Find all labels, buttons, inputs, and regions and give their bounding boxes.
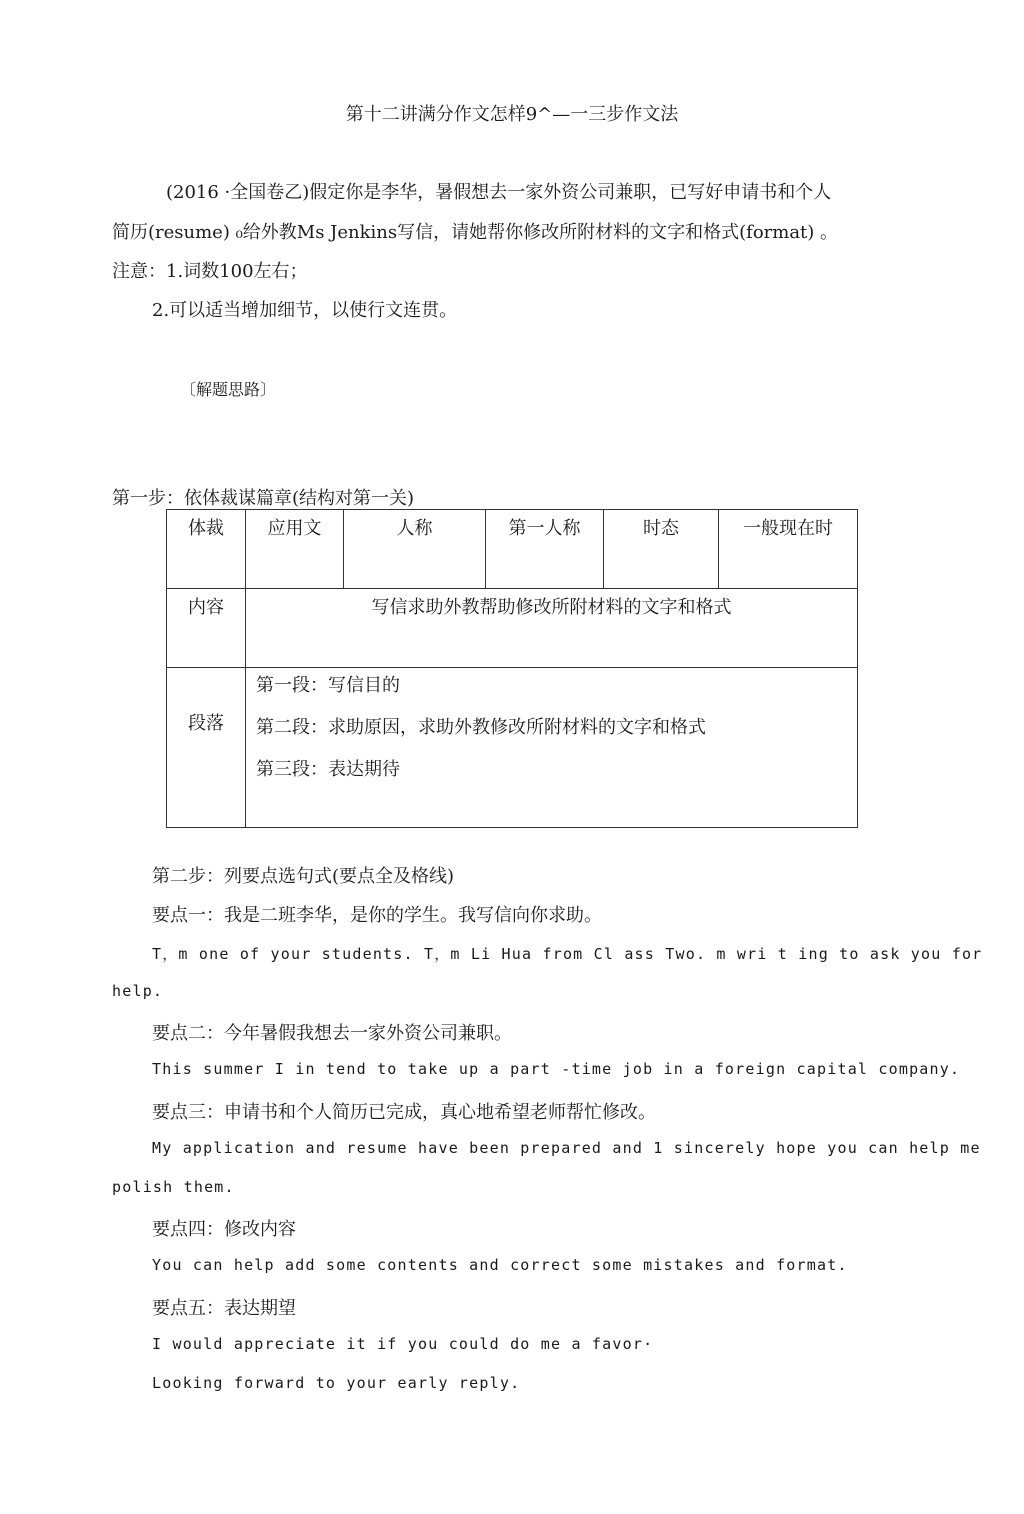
note-line-2: 2.可以适当增加细节，以使行文连贯。 <box>152 300 458 321</box>
table-row-genre <box>167 510 858 589</box>
table-row-paragraphs <box>167 668 858 828</box>
point-4-cn: 要点四：修改内容 <box>152 1219 296 1240</box>
point-5-cn: 要点五：表达期望 <box>152 1298 296 1319</box>
point-4-en: You can help add some contents and correct some mistakes and format. <box>152 1256 848 1274</box>
point-1-en-line-2: help. <box>112 982 164 1000</box>
paragraphs-label: 段落 <box>167 668 246 828</box>
genre-value: 应用文 <box>246 510 344 589</box>
structure-table <box>166 509 858 828</box>
page-title: 第十二讲满分作文怎样9^—一三步作文法 <box>345 104 679 125</box>
genre-label: 体裁 <box>167 510 246 589</box>
content-label: 内容 <box>167 589 246 668</box>
prompt-line-1: (2016 ·全国卷乙)假定你是李华，暑假想去一家外资公司兼职，已写好申请书和个人 <box>166 182 832 203</box>
table-row-content <box>167 589 858 668</box>
point-2-en: This summer I in tend to take up a part -time job in a foreign capital company. <box>152 1060 961 1078</box>
step2-heading: 第二步：列要点选句式(要点全及格线) <box>152 866 455 887</box>
point-1-en-line-1: T，m one of your students. T，m Li Hua from Cl ass Two. m wri t ing to ask you for <box>152 945 983 963</box>
point-2-cn: 要点二：今年暑假我想去一家外资公司兼职。 <box>152 1023 512 1044</box>
person-value: 第一人称 <box>486 510 604 589</box>
approach-label: 〔解题思路〕 <box>180 380 277 399</box>
point-3-en-line-2: polish them. <box>112 1178 235 1196</box>
tense-value: 一般现在时 <box>719 510 858 589</box>
paragraphs-cell <box>246 668 858 828</box>
tense-label: 时态 <box>604 510 719 589</box>
step1-heading: 第一步：依体裁谋篇章(结构对第一关) <box>112 488 415 509</box>
prompt-line-2: 简历(resume) ₀给外教Ms Jenkins写信，请她帮你修改所附材料的文字和格式(format) 。 <box>112 222 839 243</box>
point-5-en-line-2: Looking forward to your early reply. <box>152 1374 521 1392</box>
point-3-en-line-1: My application and resume have been prepared and 1 sincerely hope you can help me <box>152 1139 981 1157</box>
point-5-en-line-1: I would appreciate it if you could do me a favor· <box>152 1335 654 1353</box>
person-label: 人称 <box>344 510 486 589</box>
note-line-1: 注意：1.词数100左右； <box>112 261 308 282</box>
paragraph-1: 第一段：写信目的 <box>256 675 400 696</box>
paragraph-3: 第三段：表达期待 <box>256 759 400 780</box>
content-value: 写信求助外教帮助修改所附材料的文字和格式 <box>246 589 858 668</box>
paragraph-2: 第二段：求助原因，求助外教修改所附材料的文字和格式 <box>256 717 706 738</box>
point-1-cn: 要点一：我是二班李华，是你的学生。我写信向你求助。 <box>152 905 602 926</box>
point-3-cn: 要点三：申请书和个人简历已完成，真心地希望老师帮忙修改。 <box>152 1102 656 1123</box>
